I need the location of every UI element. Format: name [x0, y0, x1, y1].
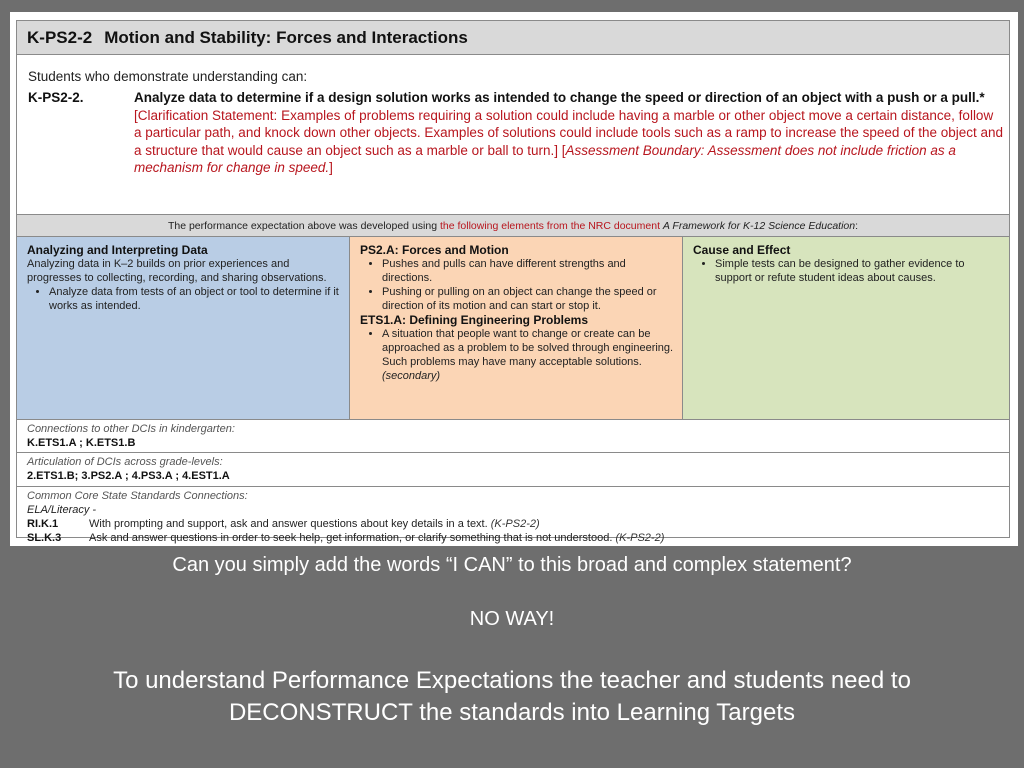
dci-bullet — [382, 327, 674, 383]
assessment-close: ] — [329, 160, 333, 175]
pe-code: K-PS2-2. — [28, 90, 84, 105]
cc-bullet: • Simple tests can be designed to gather evidence to support or refute student ideas about causes. — [715, 257, 1001, 285]
ccss-ref: (K-PS2-2) — [490, 518, 540, 530]
pe-statement: Analyze data to determine if a design solution works as intended to change the speed or direction of an object with a push or a pull.* — [134, 90, 985, 105]
assessment-open: [ — [557, 142, 566, 158]
crosscutting-concepts-column — [683, 237, 1009, 420]
developed-red: the following elements from the NRC document — [439, 220, 663, 232]
standard-code: K-PS2-2 — [27, 28, 93, 47]
clarification-statement: [Clarification Statement: Examples of problems requiring a solution could include having a marble or other object move a certain distance, follow a particular path, and knock down other objects. Examples of solutions could include tools such as a ramp to increase the speed of the object and a structure that would cause an object such as a marble or ball to turn.] — [134, 107, 1004, 158]
connections-dci-row — [17, 420, 1009, 453]
dci-heading-ps2a: PS2.A: Forces and Motion — [360, 243, 509, 257]
connections-label: Connections to other DCIs in kindergarten: — [27, 423, 235, 435]
standard-title-bar — [17, 21, 1009, 55]
ccss-id: SL.K.3 — [27, 532, 62, 544]
pe-intro: Students who demonstrate understanding can: — [28, 69, 308, 84]
ccss-ref: (K-PS2-2) — [615, 532, 665, 544]
sep-bullet: • Analyze data from tests of an object or tool to determine if it works as intended. — [49, 285, 341, 313]
ccss-text: With prompting and support, ask and answer questions about key details in a text. — [89, 518, 491, 530]
science-practices-column — [17, 237, 350, 420]
sep-bullets — [27, 285, 341, 313]
dci-bullet: • Pushing or pulling on an object can change the speed or direction of its motion and can start or stop it. — [382, 285, 674, 313]
standards-document — [10, 12, 1018, 546]
secondary-tag: (secondary) — [382, 370, 441, 382]
ccss-row — [17, 487, 1009, 544]
caption-deconstruct-line1: To understand Performance Expectations the teacher and students need to — [113, 667, 911, 694]
cc-heading: Cause and Effect — [693, 243, 791, 257]
dci-bullets-ets1a — [360, 327, 674, 383]
developed-prefix: The performance expectation above was developed using — [167, 220, 440, 232]
sep-heading: Analyzing and Interpreting Data — [27, 243, 208, 257]
sep-text: Analyzing data in K–2 builds on prior experiences and progresses to collecting, recording, and sharing observations. — [27, 258, 327, 284]
developed-suffix: : — [855, 220, 859, 232]
ela-label: ELA/Literacy - — [27, 504, 97, 516]
developed-using-bar — [17, 215, 1009, 237]
articulation-row — [17, 453, 1009, 487]
assessment-boundary: Assessment Boundary: Assessment does not include friction as a mechanism for change in speed. — [134, 142, 956, 175]
articulation-label: Articulation of DCIs across grade-levels: — [27, 456, 223, 468]
dci-heading-ets1a: ETS1.A: Defining Engineering Problems — [360, 313, 589, 327]
pe-text — [134, 89, 1004, 177]
articulation-value: 2.ETS1.B; 3.PS2.A ; 4.PS3.A ; 4.EST1.A — [27, 470, 230, 482]
caption-question: Can you simply add the words “I CAN” to this broad and complex statement? — [172, 554, 852, 576]
connections-value: K.ETS1.A ; K.ETS1.B — [27, 437, 136, 449]
cc-bullets — [693, 257, 1001, 285]
ccss-text: Ask and answer questions in order to seek help, get information, or clarify something that is not understood. — [89, 532, 616, 544]
ccss-item — [27, 517, 1009, 531]
caption-deconstruct-line2: DECONSTRUCT the standards into Learning Targets — [228, 699, 796, 726]
ccss-label: Common Core State Standards Connections: — [27, 490, 248, 502]
standards-table — [16, 20, 1010, 544]
core-ideas-column — [350, 237, 683, 420]
dci-bullet-text: A situation that people want to change or create can be approached as a problem to be solved through engineering. Such problems may have many acceptable solutions. — [382, 328, 674, 368]
ccss-id: RI.K.1 — [27, 518, 59, 530]
dci-bullet: • Pushes and pulls can have different strengths and directions. — [382, 257, 674, 285]
framework-doc: A Framework for K-12 Science Education — [662, 220, 856, 232]
dci-bullets-ps2a — [360, 257, 674, 313]
caption-deconstruct — [0, 665, 1024, 729]
caption-no-way: NO WAY! — [469, 608, 555, 630]
standard-title: Motion and Stability: Forces and Interactions — [104, 28, 468, 47]
ccss-item — [27, 531, 1009, 545]
performance-expectation-section — [17, 55, 1009, 215]
